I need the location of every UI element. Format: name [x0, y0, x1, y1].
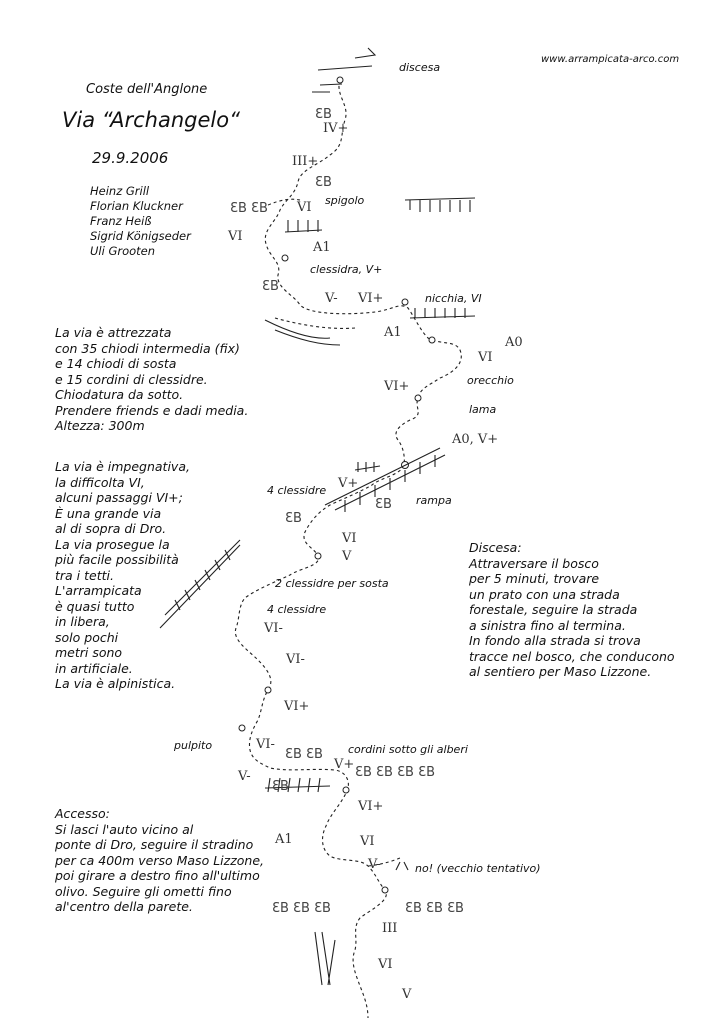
descent-arrow-icon — [318, 48, 375, 70]
grade-label: VI — [342, 531, 357, 546]
grade-label: A0 — [505, 335, 523, 350]
grade-label: V — [402, 987, 412, 1002]
belay-station-icon — [239, 725, 245, 731]
roof-hatching — [285, 220, 322, 232]
grade-label: A1 — [313, 240, 331, 255]
grade-label: VI — [228, 229, 243, 244]
grade-label: VI- — [286, 652, 305, 667]
grade-label: A0, V+ — [452, 432, 499, 447]
tree-icon: ƐB — [262, 279, 279, 294]
tree-icon: ƐB ƐB — [230, 201, 268, 216]
grade-label: A1 — [384, 325, 402, 340]
label-orecchio: orecchio — [467, 374, 514, 387]
tree-icon: ƐB ƐB ƐB — [405, 901, 464, 916]
slab-hatching — [160, 540, 240, 628]
tree-icon: ƐB — [315, 107, 332, 122]
grade-label: VI — [360, 834, 375, 849]
grade-label: V- — [325, 291, 338, 306]
arrow-up-icon — [396, 862, 408, 870]
traverse-line — [275, 318, 355, 328]
ledge-mark — [312, 84, 342, 92]
label-lama: lama — [469, 403, 497, 416]
climber-name: Sigrid Königseder — [90, 229, 191, 243]
access-description: Accesso: Si lasci l'auto vicino al ponte di Dro, seguire il stradino per ca 400m verso Maso Lizzone, poi girare a destro fino all'ultimo olivo. Seguire gli ometti fino al'centro della parete. — [55, 806, 264, 914]
roof-hatching — [405, 198, 475, 212]
tree-icon: ƐB ƐB ƐB ƐB — [355, 765, 436, 780]
label-rampa: rampa — [416, 494, 452, 507]
grade-label: VI+ — [284, 699, 310, 714]
belay-station-icon — [282, 255, 288, 261]
belay-station-icon — [415, 395, 421, 401]
belay-station-icon — [315, 553, 321, 559]
grade-label: VI+ — [358, 291, 384, 306]
label-spigolo: spigolo — [325, 194, 365, 207]
belay-station-icon — [382, 887, 388, 893]
rock-band — [265, 320, 340, 345]
roof-hatching — [355, 462, 380, 472]
grade-label: IV+ — [323, 121, 349, 136]
grade-label: VI+ — [358, 799, 384, 814]
route-title: Via “Archangelo“ — [62, 108, 240, 132]
descent-description: Discesa: Attraversare il bosco per 5 minuti, trovare un prato con una strada forestale, seguire la strada a sinistra fino al termina. In fondo alla strada si trova tracce nel bosco, che conducono al sentiero per Maso Lizzone. — [469, 540, 675, 679]
label-pulpito: pulpito — [174, 739, 213, 752]
tree-icon: ƐB ƐB ƐB — [272, 901, 331, 916]
label-4-clessidre-lower: 4 clessidre — [267, 603, 327, 616]
belay-station-icon — [265, 687, 271, 693]
pillar-drawing — [315, 932, 335, 985]
tree-icon: ƐB — [315, 175, 332, 190]
area-name: Coste dell'Anglone — [86, 82, 208, 97]
label-nicchia: nicchia, VI — [425, 292, 482, 305]
climber-name: Heinz Grill — [90, 184, 150, 198]
grade-label: V+ — [334, 757, 355, 772]
tree-icon: ƐB ƐB — [285, 747, 323, 762]
tree-icon: ƐB — [272, 779, 289, 794]
belay-station-icon — [402, 299, 408, 305]
tree-icon: ƐB — [375, 497, 392, 512]
grade-label: A1 — [275, 832, 293, 847]
grade-label: VI — [378, 957, 393, 972]
grade-label: VI — [297, 200, 312, 215]
label-4-clessidre-upper: 4 clessidre — [267, 484, 327, 497]
route-date: 29.9.2006 — [92, 149, 169, 167]
grade-label: III — [382, 921, 398, 936]
label-vecchio-tentativo: no! (vecchio tentativo) — [415, 862, 541, 875]
climber-name: Florian Kluckner — [90, 199, 183, 213]
belay-station-icon — [337, 77, 343, 83]
label-cordini: cordini sotto gli alberi — [348, 743, 468, 756]
route-character-description: La via è impegnativa, la difficolta VI, alcuni passaggi VI+; È una grande via al di sopra di Dro. La via prosegue la più facile possibilità tra i tetti. L'arrampicata è quasi tutto in libera, solo pochi metri sono in artificiale. La via è alpinistica. — [55, 459, 190, 691]
climber-name: Uli Grooten — [90, 244, 156, 258]
grade-label: V — [342, 549, 352, 564]
grade-label: V- — [368, 857, 381, 872]
label-discesa: discesa — [399, 61, 441, 74]
label-2-clessidre: 2 clessidre per sosta — [275, 577, 389, 590]
grade-label: V- — [238, 769, 251, 784]
grade-label: VI- — [256, 737, 275, 752]
equipment-description: La via è attrezzata con 35 chiodi intermedia (fix) e 14 chiodi di sosta e 15 cordini di clessidre. Chiodatura da sotto. Prendere friends e dadi media. Altezza: 300m — [55, 325, 249, 433]
climber-name: Franz Heiß — [90, 214, 152, 228]
roof-hatching — [410, 308, 475, 318]
grade-label: III+ — [292, 154, 319, 169]
grade-label: VI+ — [384, 379, 410, 394]
tree-icon: ƐB — [285, 511, 302, 526]
website-link: www.arrampicata-arco.com — [541, 54, 680, 65]
grade-label: V+ — [338, 476, 359, 491]
belay-station-icon — [343, 787, 349, 793]
grade-label: VI- — [264, 621, 283, 636]
label-clessidra: clessidra, V+ — [310, 263, 383, 276]
grade-label: VI — [478, 350, 493, 365]
belay-station-icon — [429, 337, 435, 343]
